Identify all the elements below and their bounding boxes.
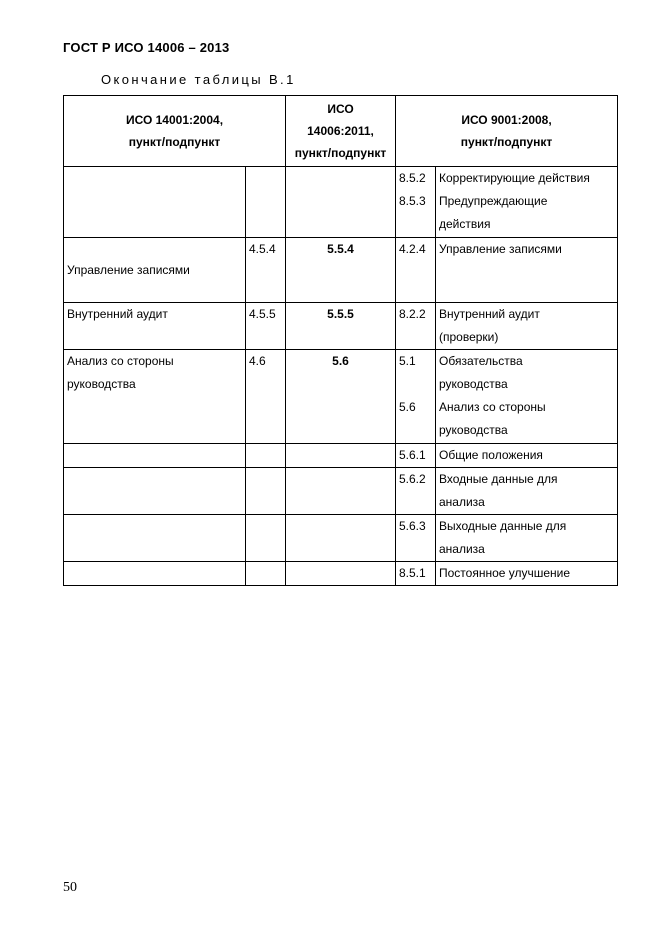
table-row — [64, 468, 618, 515]
table-row — [64, 444, 618, 468]
iso14006-num-cell — [286, 515, 396, 562]
iso14001-num-cell — [246, 444, 286, 468]
iso14001-title-cell — [64, 444, 246, 468]
iso14001-num-cell: 4.5.4 — [246, 238, 286, 303]
iso14001-num-cell — [246, 468, 286, 515]
iso9001-num-cell: 5.6.1 — [396, 444, 436, 468]
iso9001-title-cell: Управление записями — [436, 238, 618, 303]
iso14001-num-cell — [246, 562, 286, 586]
iso14006-num-cell: 5.6 — [286, 350, 396, 444]
iso14001-title-cell: Управление записями — [64, 238, 246, 303]
header-iso9001: ИСО 9001:2008, пункт/подпункт — [396, 96, 618, 167]
iso9001-num-cell: 5.1 5.6 — [396, 350, 436, 444]
iso14006-num-cell — [286, 444, 396, 468]
iso9001-num-cell: 4.2.4 — [396, 238, 436, 303]
iso9001-title-cell: Обязательства руководства Анализ со стороны руководства — [436, 350, 618, 444]
table-row — [64, 515, 618, 562]
document-header: ГОСТ Р ИСО 14006 – 2013 — [63, 40, 230, 55]
table-row — [64, 167, 618, 238]
header-iso14006: ИСО 14006:2011, пункт/подпункт — [286, 96, 396, 167]
iso14001-num-cell — [246, 515, 286, 562]
iso9001-title-cell: Входные данные для анализа — [436, 468, 618, 515]
header-iso14001: ИСО 14001:2004, пункт/подпункт — [64, 96, 286, 167]
iso14001-title-cell: Внутренний аудит — [64, 303, 246, 350]
iso9001-title-cell: Постоянное улучшение — [436, 562, 618, 586]
iso14001-num-cell — [246, 167, 286, 238]
iso9001-title-cell: Выходные данные для анализа — [436, 515, 618, 562]
iso14006-num-cell — [286, 562, 396, 586]
iso9001-num-cell: 5.6.2 — [396, 468, 436, 515]
iso14001-title-cell: Анализ со стороны руководства — [64, 350, 246, 444]
table-caption: Окончание таблицы В.1 — [101, 72, 296, 87]
iso14006-num-cell — [286, 167, 396, 238]
iso9001-num-cell: 8.5.2 8.5.3 — [396, 167, 436, 238]
iso9001-num-cell: 8.2.2 — [396, 303, 436, 350]
table-row — [64, 350, 618, 444]
table-header-row — [64, 96, 618, 167]
iso9001-num-cell: 5.6.3 — [396, 515, 436, 562]
iso9001-title-cell: Внутренний аудит (проверки) — [436, 303, 618, 350]
iso9001-title-cell: Корректирующие действия Предупреждающие действия — [436, 167, 618, 238]
iso14006-num-cell — [286, 468, 396, 515]
iso9001-num-cell: 8.5.1 — [396, 562, 436, 586]
iso14001-num-cell: 4.6 — [246, 350, 286, 444]
comparison-table — [63, 95, 618, 586]
iso14006-num-cell: 5.5.4 — [286, 238, 396, 303]
table-row — [64, 238, 618, 303]
iso14001-title-cell — [64, 515, 246, 562]
iso14006-num-cell: 5.5.5 — [286, 303, 396, 350]
page-number: 50 — [63, 880, 77, 895]
iso14001-title-cell — [64, 167, 246, 238]
iso14001-title-cell — [64, 562, 246, 586]
iso9001-title-cell: Общие положения — [436, 444, 618, 468]
iso14001-num-cell: 4.5.5 — [246, 303, 286, 350]
table-row — [64, 303, 618, 350]
iso14001-title-cell — [64, 468, 246, 515]
table-row — [64, 562, 618, 586]
